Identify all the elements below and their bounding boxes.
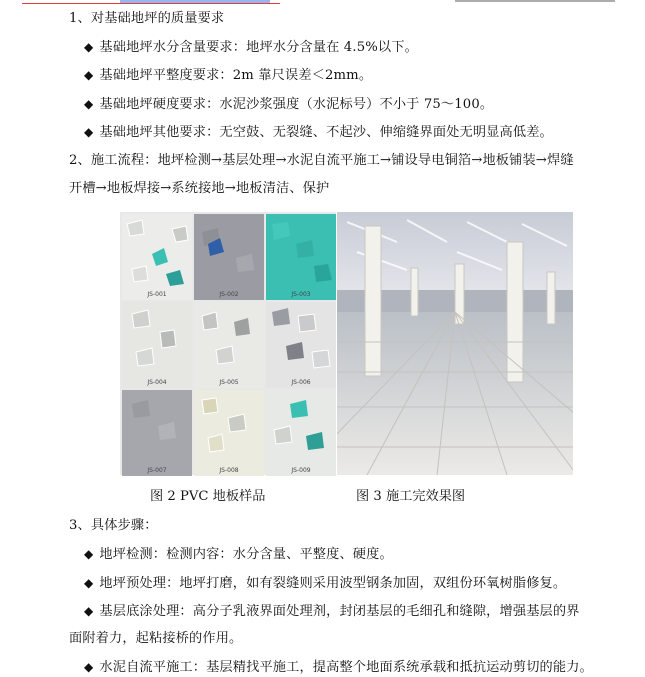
step-item-text: 地坪检测：检测内容：水分含量、平整度、硬度。	[99, 547, 393, 562]
steps-heading: 3、具体步骤：	[69, 518, 158, 533]
sample-tile	[122, 302, 192, 388]
sample-tile	[122, 390, 192, 476]
sample-tile	[122, 214, 192, 300]
sample-label: JS-007	[147, 467, 167, 474]
quality-heading: 1、对基础地坪的质量要求	[69, 11, 225, 26]
sample-label: JS-008	[219, 467, 239, 474]
sample-pattern-image	[122, 390, 192, 476]
quality-item-text: 基础地坪硬度要求：水泥沙浆强度（水泥标号）不小于 75～100。	[99, 97, 494, 112]
bullet-diamond-icon: ◆	[84, 576, 94, 590]
sample-tile	[266, 302, 336, 388]
bullet-diamond-icon: ◆	[84, 40, 94, 54]
sample-label: JS-009	[291, 467, 311, 474]
quality-item	[84, 66, 372, 85]
sample-tile	[194, 302, 264, 388]
construction-result-image	[337, 212, 573, 475]
step-item-text: 水泥自流平施工：基层精找平施工，提高整个地面系统承载和抵抗运动剪切的能力。	[99, 660, 593, 675]
bullet-diamond-icon: ◆	[84, 97, 94, 111]
page-header-decoration	[0, 0, 645, 6]
pvc-sample-grid	[120, 212, 336, 475]
sample-tile	[266, 390, 336, 476]
bullet-diamond-icon: ◆	[84, 125, 94, 139]
sample-label: JS-001	[147, 291, 167, 298]
header-right-fragment	[455, 0, 615, 2]
process-line-2: 开槽→地板焊接→系统接地→地板清洁、保护	[69, 181, 330, 196]
step-item	[84, 545, 393, 564]
figure-3-caption: 图 3 施工完效果图	[356, 489, 466, 504]
sample-pattern-image	[122, 214, 192, 300]
sample-pattern-image	[194, 214, 264, 300]
sample-label: JS-006	[291, 379, 311, 386]
bullet-diamond-icon: ◆	[84, 547, 94, 561]
bullet-diamond-icon: ◆	[84, 604, 94, 618]
sample-tile	[194, 390, 264, 476]
step-item	[84, 658, 593, 677]
quality-item	[84, 95, 493, 114]
sample-pattern-image	[266, 390, 336, 476]
sample-label: JS-003	[291, 291, 311, 298]
step-item	[84, 574, 566, 593]
completed-floor-photo	[337, 212, 573, 475]
figure-2-caption: 图 2 PVC 地板样品	[150, 489, 266, 504]
quality-item-text: 基础地坪其他要求：无空鼓、无裂缝、不起沙、伸缩缝界面处无明显高低差。	[99, 125, 553, 140]
sample-label: JS-005	[219, 379, 239, 386]
step-item-continuation: 面附着力，起粘接桥的作用。	[69, 631, 243, 646]
quality-item	[84, 38, 418, 57]
sample-label: JS-004	[147, 379, 167, 386]
sample-pattern-image	[122, 302, 192, 388]
header-title-fragment	[120, 0, 270, 3]
sample-pattern-image	[266, 302, 336, 388]
sample-label: JS-002	[219, 291, 239, 298]
quality-item-text: 基础地坪水分含量要求：地坪水分含量在 4.5%以下。	[99, 40, 418, 55]
step-item-text: 基层底涂处理：高分子乳液界面处理剂，封闭基层的毛细孔和缝隙，增强基层的界	[99, 604, 580, 619]
sample-pattern-image	[194, 302, 264, 388]
sample-pattern-image	[266, 214, 336, 300]
bullet-diamond-icon: ◆	[84, 660, 94, 674]
sample-tile	[266, 214, 336, 300]
sample-pattern-image	[194, 390, 264, 476]
sample-tile	[194, 214, 264, 300]
quality-item	[84, 123, 553, 142]
process-line-1: 2、施工流程：地坪检测→基层处理→水泥自流平施工→铺设导电铜箔→地板铺装→焊缝	[69, 153, 574, 168]
header-rule	[22, 3, 280, 4]
bullet-diamond-icon: ◆	[84, 68, 94, 82]
step-item-text: 地坪预处理：地坪打磨，如有裂缝则采用波型钢条加固，双组份环氧树脂修复。	[99, 576, 567, 591]
quality-item-text: 基础地坪平整度要求：2m 靠尺误差＜2mm。	[99, 68, 373, 83]
step-item	[84, 602, 580, 621]
